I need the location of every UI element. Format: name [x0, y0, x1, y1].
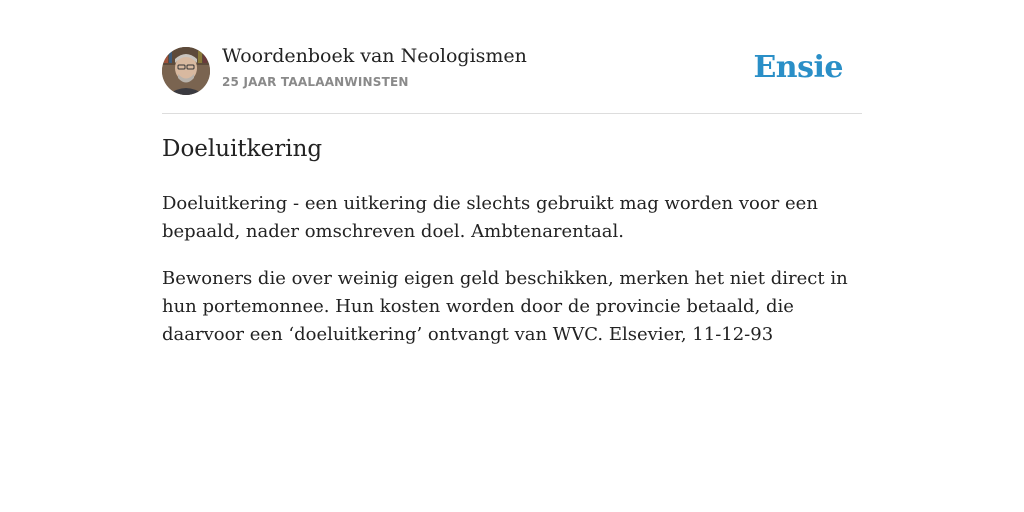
site-title[interactable]: Woordenboek van Neologismen [222, 45, 527, 67]
author-portrait-icon [162, 47, 210, 95]
entry-definition: Doeluitkering - een uitkering die slechts gebruikt mag worden voor een bepaald, nader omschreven doel. Ambtenarentaal. [162, 193, 818, 242]
author-avatar[interactable] [162, 47, 210, 95]
site-subtitle: 25 JAAR TAALAANWINSTEN [222, 75, 409, 89]
entry-title: Doeluitkering [162, 136, 323, 162]
entry-card [162, 0, 862, 345]
header [162, 0, 862, 114]
entry-quote: Bewoners die over weinig eigen geld beschikken, merken het niet direct in hun portemonnee. Hun kosten worden door de provincie betaald, die daarvoor een ‘doeluitkering’ ontvangt van WVC. Elsevier, 11-12-93 [162, 268, 848, 345]
ensie-logo-link[interactable]: Ensie [753, 50, 843, 85]
